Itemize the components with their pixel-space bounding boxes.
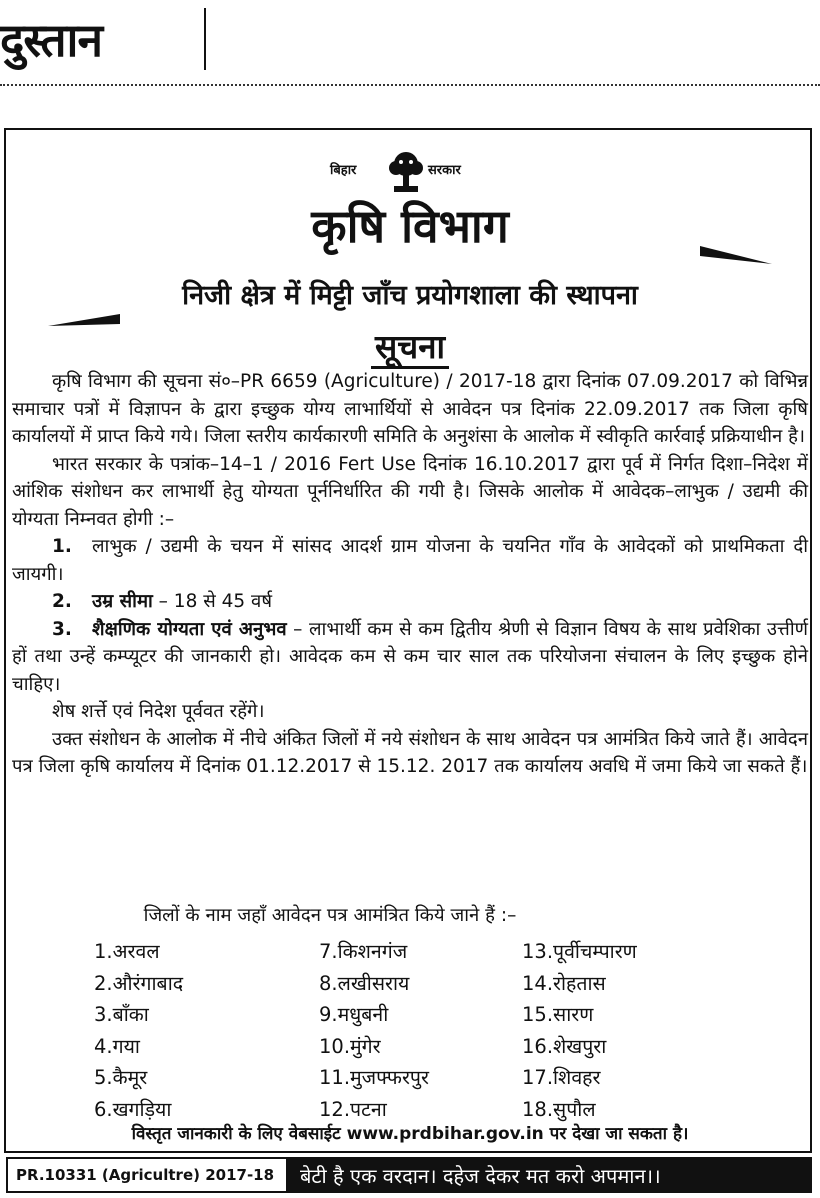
district-item: 11.मुजफ्फरपुर bbox=[319, 1066, 429, 1089]
notice-heading bbox=[0, 325, 820, 369]
department-title: कृषि विभाग bbox=[311, 199, 509, 253]
paragraph-3: शेष शर्त्ते एवं निदेश पूर्ववत रहेंगे। bbox=[52, 701, 265, 722]
districts-heading: जिलों के नाम जहाँ आवेदन पत्र आमंत्रित किये जाने हैं :– bbox=[143, 905, 517, 926]
list-item-2-number: 2. bbox=[52, 591, 72, 612]
list-item-3-text: – लाभार्थी कम से कम द्वितीय श्रेणी से विज्ञान विषय के साथ प्रवेशिका उत्तीर्ण हों तथा उन्हें कम्प्यूटर की जानकारी हो। आवेदक कम से कम चार साल तक परियोजना संचालन के लिए इच्छुक होने चाहिए। bbox=[12, 618, 808, 695]
list-item-1-text: लाभुक / उद्यमी के चयन में सांसद आदर्श ग्राम योजना के चयनित गाँव के आवेदकों को प्राथमिकता दी जायगी। bbox=[12, 536, 808, 585]
district-column-3 bbox=[522, 936, 637, 1125]
list-item-2-label: उम्र सीमा bbox=[92, 591, 153, 612]
district-item: 17.शिवहर bbox=[522, 1066, 601, 1089]
website-info: विस्तृत जानकारी के लिए वेबसाईट www.prdbihar.gov.in पर देखा जा सकता है। bbox=[131, 1124, 689, 1144]
pr-reference: PR.10331 (Agricultre) 2017-18 bbox=[16, 1166, 275, 1184]
list-item-1-number: 1. bbox=[52, 536, 72, 557]
district-item: 6.खगड़िया bbox=[94, 1097, 172, 1121]
district-item: 9.मधुबनी bbox=[319, 1003, 389, 1026]
masthead-divider bbox=[204, 8, 206, 70]
footer-bar bbox=[6, 1157, 812, 1193]
list-item-2 bbox=[12, 588, 808, 616]
notice-subtitle: निजी क्षेत्र में मिट्टी जाँच प्रयोगशाला की स्थापना bbox=[182, 280, 638, 311]
paragraph-2: भारत सरकार के पत्रांक–14–1 / 2016 Fert Use दिनांक 16.10.2017 द्वारा पूर्व में निर्गत दिशा–निदेश में आंशिक संशोधन कर लाभार्थी हेतु योग्यता पूर्ननिर्धारित की गयी है। जिसके आलोक में आवेदक–लाभुक / उद्यमी की योग्यता निम्नवत होगी :– bbox=[12, 453, 808, 530]
district-item: 5.कैमूर bbox=[94, 1066, 148, 1089]
newspaper-masthead bbox=[0, 0, 820, 86]
district-item: 2.औरंगाबाद bbox=[94, 971, 184, 995]
list-item-1 bbox=[12, 533, 808, 588]
notice-body bbox=[12, 368, 808, 781]
notice-heading-text: सूचना bbox=[371, 327, 449, 369]
decorative-wedge-right bbox=[700, 246, 772, 268]
district-item: 12.पटना bbox=[319, 1097, 387, 1121]
district-column-1 bbox=[94, 936, 183, 1125]
paragraph-4: उक्त संशोधन के आलोक में नीचे अंकित जिलों में नये संशोधन के साथ आवेदन पत्र आमंत्रित किये जाते हैं। आवेदन पत्र जिला कृषि कार्यालय में दिनांक 01.12.2017 से 15.12. 2017 तक कार्यालय अवधि में जमा किये जा सकते हैं। bbox=[12, 728, 808, 777]
district-item: 15.सारण bbox=[522, 1003, 594, 1026]
district-item: 18.सुपौल bbox=[522, 1097, 596, 1121]
paragraph-1: कृषि विभाग की सूचना सं०–PR 6659 (Agriculture) / 2017-18 द्वारा दिनांक 07.09.2017 को विभिन्न समाचार पत्रों में विज्ञापन के द्वारा इच्छुक योग्य लाभार्थियों से आवेदन पत्र दिनांक 22.09.2017 तक जिला कृषि कार्यालयों में प्राप्त किये गये। जिला स्तरीय कार्यकारणी समिति के अनुशंसा के आलोक में स्वीकृति कार्रवाई प्रक्रियाधीन है। bbox=[12, 371, 808, 447]
district-item: 10.मुंगेर bbox=[319, 1034, 381, 1058]
logo-right-text: सरकार bbox=[428, 163, 461, 178]
district-item: 13.पूर्वीचम्पारण bbox=[522, 940, 637, 963]
district-item: 3.बाँका bbox=[94, 1003, 149, 1026]
list-item-2-text: – 18 से 45 वर्ष bbox=[152, 591, 273, 612]
bodhi-tree-icon bbox=[386, 150, 426, 194]
district-item: 4.गया bbox=[94, 1034, 140, 1058]
district-item: 14.रोहतास bbox=[522, 971, 606, 995]
dotted-rule bbox=[0, 84, 820, 86]
district-item: 16.शेखपुरा bbox=[522, 1034, 607, 1058]
district-item: 1.अरवल bbox=[94, 940, 160, 963]
district-column-2 bbox=[319, 936, 429, 1125]
list-item-3-number: 3. bbox=[52, 618, 72, 640]
masthead-title: दुस्तान bbox=[0, 13, 102, 67]
footer-slogan: बेटी है एक वरदान। दहेज देकर मत करो अपमान।। bbox=[286, 1159, 810, 1191]
district-item: 8.लखीसराय bbox=[319, 971, 410, 995]
district-item: 7.किशनगंज bbox=[319, 940, 408, 963]
list-item-3 bbox=[12, 616, 808, 699]
bihar-sarkar-logo bbox=[330, 150, 480, 194]
logo-left-text: बिहार bbox=[330, 163, 357, 178]
list-item-3-label: शैक्षणिक योग्यता एवं अनुभव bbox=[92, 618, 287, 640]
